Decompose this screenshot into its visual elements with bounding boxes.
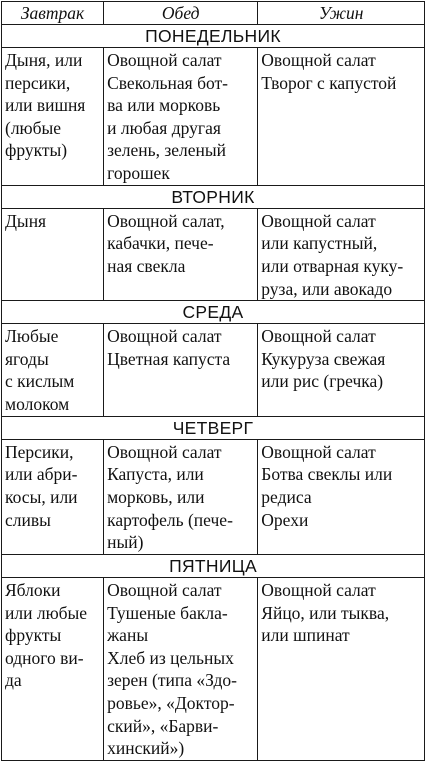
menu-line: или рис (гречка) <box>261 371 384 392</box>
menu-line: или отварная куку- <box>261 255 404 276</box>
menu-line: или вишня <box>5 95 86 116</box>
menu-line: Овощной салат <box>261 441 376 462</box>
lunch-cell <box>104 577 258 760</box>
meal-row <box>2 208 425 301</box>
menu-line: жаны <box>107 625 149 646</box>
header-breakfast: Завтрак <box>2 2 104 25</box>
menu-line: Овощной салат <box>107 326 222 347</box>
menu-line: Орехи <box>261 509 309 530</box>
menu-line: редиса <box>261 486 312 507</box>
breakfast-cell <box>2 439 104 554</box>
day-heading: СРЕДА <box>2 301 425 324</box>
menu-line: с кислым <box>5 371 75 392</box>
day-heading: ПЯТНИЦА <box>2 554 425 577</box>
menu-line: персики, <box>5 72 71 93</box>
menu-body <box>2 25 425 761</box>
weekly-menu-table <box>1 1 425 761</box>
dinner-cell <box>258 439 425 554</box>
day-row <box>2 185 425 208</box>
menu-line: Кукуруза свежая <box>261 348 386 369</box>
menu-line: фрукты) <box>5 140 68 161</box>
day-row <box>2 554 425 577</box>
breakfast-cell <box>2 208 104 301</box>
day-heading: ПОНЕДЕЛЬНИК <box>2 25 425 48</box>
menu-line: Персики, <box>5 441 74 462</box>
menu-line: Тушеные бакла- <box>107 602 228 623</box>
menu-line: кабачки, пече- <box>107 233 214 254</box>
menu-line: или абри- <box>5 464 78 485</box>
menu-line: ский», «Барви- <box>107 715 219 736</box>
dinner-cell <box>258 48 425 186</box>
dinner-cell <box>258 324 425 417</box>
day-row <box>2 416 425 439</box>
lunch-cell <box>104 208 258 301</box>
menu-line: Дыня, или <box>5 50 83 70</box>
dinner-cell <box>258 208 425 301</box>
menu-line: зелень, зеленый <box>107 140 227 161</box>
meal-row <box>2 577 425 760</box>
lunch-cell <box>104 324 258 417</box>
menu-line: руза, или авокадо <box>261 278 393 299</box>
menu-line: Овощной салат <box>107 579 222 600</box>
menu-line: Дыня <box>5 210 47 231</box>
menu-line: ный) <box>107 532 144 553</box>
menu-line: Овощной салат, <box>107 210 225 231</box>
menu-line: хинский») <box>107 738 185 759</box>
header-row <box>2 2 425 25</box>
menu-line: молоком <box>5 394 70 415</box>
menu-line: Любые <box>5 326 59 347</box>
menu-line: ровье», «Доктор- <box>107 692 235 713</box>
menu-line: сливы <box>5 509 51 530</box>
menu-line: зерен (типа «Здо- <box>107 670 237 691</box>
header-lunch: Обед <box>104 2 258 25</box>
menu-line: ва или морковь <box>107 95 221 116</box>
menu-line: Овощной салат <box>261 50 376 70</box>
menu-line: или капустный, <box>261 233 378 254</box>
menu-line: Овощной салат <box>261 210 376 231</box>
menu-line: ная свекла <box>107 255 186 276</box>
menu-line: и любая другая <box>107 117 221 138</box>
menu-line: Овощной салат <box>107 441 222 462</box>
day-row <box>2 301 425 324</box>
meal-row <box>2 48 425 186</box>
lunch-cell <box>104 439 258 554</box>
menu-line: Творог с капустой <box>261 72 397 93</box>
menu-line: Овощной салат <box>107 50 222 70</box>
meal-row <box>2 324 425 417</box>
menu-line: (любые <box>5 117 62 138</box>
meal-row <box>2 439 425 554</box>
menu-line: горошек <box>107 162 170 183</box>
menu-line: Яйцо, или тыква, <box>261 602 390 623</box>
menu-line: фрукты <box>5 625 62 646</box>
lunch-cell <box>104 48 258 186</box>
breakfast-cell <box>2 48 104 186</box>
menu-line: Яблоки <box>5 579 61 600</box>
menu-line: ягоды <box>5 348 49 369</box>
menu-line: Хлеб из цельных <box>107 647 234 668</box>
breakfast-cell <box>2 324 104 417</box>
dinner-cell <box>258 577 425 760</box>
header-dinner: Ужин <box>258 2 425 25</box>
menu-line: Свекольная бот- <box>107 72 228 93</box>
menu-line: Овощной салат <box>261 326 376 347</box>
breakfast-cell <box>2 577 104 760</box>
menu-line: или любые <box>5 602 88 623</box>
menu-line: или шпинат <box>261 625 350 646</box>
day-row <box>2 25 425 48</box>
menu-line: да <box>5 670 22 691</box>
menu-line: морковь, или <box>107 486 205 507</box>
menu-line: Капуста, или <box>107 464 204 485</box>
menu-line: одного ви- <box>5 647 84 668</box>
day-heading: ВТОРНИК <box>2 185 425 208</box>
day-heading: ЧЕТВЕРГ <box>2 416 425 439</box>
menu-line: косы, или <box>5 486 78 507</box>
menu-line: Ботва свеклы или <box>261 464 393 485</box>
menu-line: Цветная капуста <box>107 348 231 369</box>
menu-line: картофель (пече- <box>107 509 233 530</box>
menu-line: Овощной салат <box>261 579 376 600</box>
